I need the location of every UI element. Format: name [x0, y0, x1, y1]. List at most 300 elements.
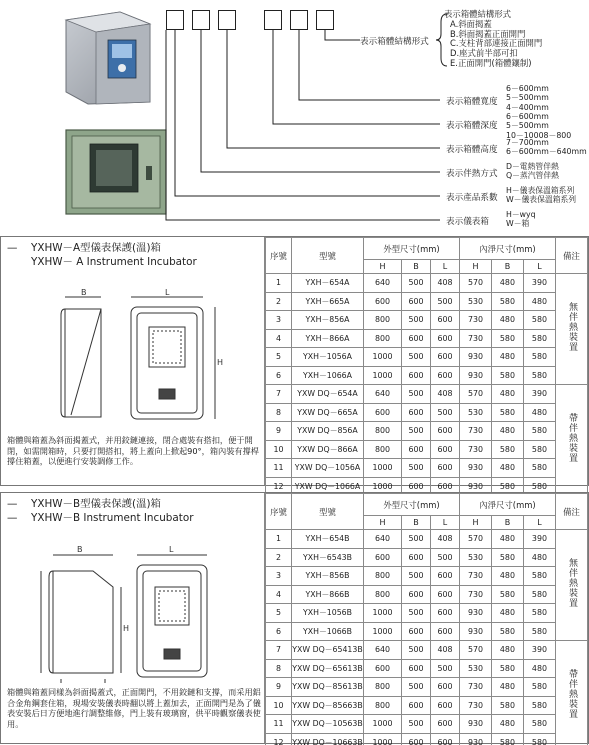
col-inner-b: B: [491, 516, 523, 530]
box-value: H－wyq: [506, 210, 536, 219]
row-dimension: 600: [430, 366, 459, 385]
row-dimension: 640: [364, 385, 402, 404]
col-inner-b: B: [491, 260, 523, 274]
box-label: 表示儀表箱: [446, 217, 489, 227]
section-b-title: — YXHW－B型儀表保護(溫)箱 — YXHW－B Instrument Incubator: [7, 498, 194, 524]
row-dimension: 580: [523, 678, 555, 697]
row-seq: 12: [266, 477, 292, 496]
row-dimension: 580: [491, 548, 523, 567]
table-row: [266, 366, 588, 385]
row-seq: 11: [266, 459, 292, 478]
row-dimension: 580: [523, 733, 555, 745]
row-seq: 12: [266, 733, 292, 745]
col-seq: 序號: [266, 238, 292, 274]
row-dimension: 570: [459, 385, 491, 404]
row-dimension: 580: [491, 292, 523, 311]
table-row: [266, 348, 588, 367]
row-dimension: 600: [430, 329, 459, 348]
row-note: [556, 530, 588, 641]
note-text: 帶伴熱裝置: [567, 669, 577, 719]
row-dimension: 390: [523, 530, 555, 549]
row-dimension: 580: [491, 440, 523, 459]
section-a: [0, 236, 589, 491]
height-value: 7－700mm: [506, 138, 549, 147]
col-inner: 內淨尺寸(mm): [459, 494, 555, 516]
row-model: YXW DQ－1066A: [292, 477, 364, 496]
col-inner-h: H: [459, 260, 491, 274]
row-dimension: 600: [402, 548, 431, 567]
row-dimension: 730: [459, 696, 491, 715]
row-dimension: 1000: [364, 348, 402, 367]
row-dimension: 580: [523, 422, 555, 441]
table-row: [266, 311, 588, 330]
width-values: [506, 84, 549, 112]
row-dimension: 580: [491, 366, 523, 385]
row-dimension: 600: [402, 366, 431, 385]
table-row: [266, 641, 588, 660]
table-row: [266, 585, 588, 604]
row-dimension: 480: [523, 659, 555, 678]
row-dimension: 600: [430, 311, 459, 330]
row-dimension: 730: [459, 311, 491, 330]
col-inner-h: H: [459, 516, 491, 530]
height-label: 表示箱體高度: [446, 145, 498, 155]
row-dimension: 480: [523, 292, 555, 311]
row-seq: 2: [266, 548, 292, 567]
drawing-b-label-l: L: [169, 545, 174, 554]
row-model: YXW DQ－1056A: [292, 459, 364, 478]
row-seq: 5: [266, 604, 292, 623]
row-dimension: 530: [459, 403, 491, 422]
row-dimension: 500: [402, 530, 431, 549]
width-value: 4－400mm: [506, 102, 549, 112]
row-dimension: 500: [402, 567, 431, 586]
col-outer-b: B: [402, 516, 431, 530]
row-dimension: 500: [402, 422, 431, 441]
row-dimension: 1000: [364, 366, 402, 385]
row-dimension: 1000: [364, 459, 402, 478]
row-model: YXH－654B: [292, 530, 364, 549]
row-dimension: 580: [491, 585, 523, 604]
row-dimension: 580: [491, 329, 523, 348]
row-dimension: 930: [459, 733, 491, 745]
row-dimension: 640: [364, 641, 402, 660]
row-model: YXH－866B: [292, 585, 364, 604]
table-row: [266, 548, 588, 567]
row-dimension: 800: [364, 696, 402, 715]
row-note: [556, 641, 588, 745]
row-model: YXW DQ－10563B: [292, 715, 364, 734]
row-model: YXH－1056B: [292, 604, 364, 623]
row-dimension: 500: [430, 292, 459, 311]
width-value: 5－500mm: [506, 93, 549, 103]
row-dimension: 730: [459, 422, 491, 441]
row-dimension: 600: [402, 403, 431, 422]
structure-options: [444, 9, 543, 69]
section-b-description: 箱體與箱蓋同樣為斜面揭蓋式，正面開門，不用鉸鏈和支撐，而采用鋁合金角鋼套住箱，現場安裝儀表時翻以將上蓋加去，正面開門是為了儀表安裝后日方便地進行調整維修，門上裝有玻璃窗，供平時觀察儀表使用。: [7, 687, 261, 729]
row-dimension: 600: [402, 733, 431, 745]
row-dimension: 730: [459, 585, 491, 604]
depth-values: [506, 112, 571, 140]
row-model: YXW DQ－85663B: [292, 696, 364, 715]
series-label: 表示產品系數: [446, 193, 498, 203]
row-seq: 8: [266, 659, 292, 678]
row-dimension: 930: [459, 366, 491, 385]
depth-label: 表示箱體深度: [446, 121, 498, 131]
table-row: [266, 422, 588, 441]
row-dimension: 500: [402, 274, 431, 293]
row-dimension: 530: [459, 659, 491, 678]
row-dimension: 600: [364, 548, 402, 567]
section-b-drawing: [37, 541, 227, 691]
row-model: YXH－6543B: [292, 548, 364, 567]
table-row: [266, 329, 588, 348]
col-seq: 序號: [266, 494, 292, 530]
row-model: YXH－1056A: [292, 348, 364, 367]
width-value: 6－600mm: [506, 84, 549, 93]
row-dimension: 480: [491, 459, 523, 478]
depth-value: 10－10008－800: [506, 130, 572, 140]
row-seq: 6: [266, 366, 292, 385]
drawing-b-label-b: B: [77, 545, 83, 554]
table-row: [266, 440, 588, 459]
row-dimension: 500: [402, 459, 431, 478]
section-a-title-en: YXHW－ A Instrument Incubator: [31, 256, 197, 268]
col-outer: 外型尺寸(mm): [364, 494, 460, 516]
depth-value: 6－600mm: [506, 112, 549, 121]
row-dimension: 580: [523, 585, 555, 604]
heat-value: Q－蒸汽管伴熱: [506, 171, 559, 181]
row-dimension: 480: [491, 715, 523, 734]
row-model: YXW DQ－65413B: [292, 641, 364, 660]
row-seq: 10: [266, 440, 292, 459]
drawing-a-label-b: B: [81, 288, 87, 297]
table-row: [266, 292, 588, 311]
table-row: [266, 567, 588, 586]
row-dimension: 600: [402, 329, 431, 348]
row-dimension: 580: [491, 477, 523, 496]
drawing-b-label-h: H: [123, 624, 130, 633]
row-dimension: 500: [430, 548, 459, 567]
row-dimension: 800: [364, 585, 402, 604]
row-dimension: 730: [459, 678, 491, 697]
row-dimension: 800: [364, 678, 402, 697]
row-model: YXH－856A: [292, 311, 364, 330]
row-seq: 10: [266, 696, 292, 715]
row-dimension: 600: [430, 585, 459, 604]
row-dimension: 580: [491, 622, 523, 641]
row-seq: 9: [266, 678, 292, 697]
section-b-title-en: YXHW－B Instrument Incubator: [31, 512, 194, 524]
row-dimension: 500: [430, 659, 459, 678]
col-outer-h: H: [364, 516, 402, 530]
section-b-table-body: [266, 530, 588, 745]
section-a-table-body: [266, 274, 588, 496]
row-dimension: 1000: [364, 604, 402, 623]
row-dimension: 600: [430, 715, 459, 734]
row-dimension: 570: [459, 530, 491, 549]
row-model: YXW DQ－65613B: [292, 659, 364, 678]
row-dimension: 600: [430, 678, 459, 697]
note-text: 無伴熱裝置: [567, 558, 577, 608]
row-dimension: 500: [402, 604, 431, 623]
box-values: [506, 210, 536, 229]
row-dimension: 408: [430, 385, 459, 404]
row-dimension: 580: [491, 733, 523, 745]
row-dimension: 600: [402, 585, 431, 604]
row-dimension: 1000: [364, 715, 402, 734]
row-seq: 6: [266, 622, 292, 641]
table-row: [266, 715, 588, 734]
box-value: W－箱: [506, 219, 530, 229]
table-row: [266, 622, 588, 641]
row-seq: 4: [266, 585, 292, 604]
row-model: YXH－866A: [292, 329, 364, 348]
row-model: YXH－665A: [292, 292, 364, 311]
row-dimension: 580: [523, 604, 555, 623]
row-dimension: 480: [523, 403, 555, 422]
row-dimension: 500: [402, 385, 431, 404]
row-dimension: 500: [402, 678, 431, 697]
row-dimension: 580: [523, 459, 555, 478]
heat-value: D－電熱管伴熱: [506, 162, 559, 171]
row-dimension: 800: [364, 329, 402, 348]
row-dimension: 600: [430, 733, 459, 745]
row-dimension: 408: [430, 641, 459, 660]
section-b-table: [265, 493, 588, 745]
row-seq: 2: [266, 292, 292, 311]
row-model: YXW DQ－856A: [292, 422, 364, 441]
note-text: 帶伴熱裝置: [567, 413, 577, 463]
row-dimension: 580: [523, 311, 555, 330]
row-model: YXH－856B: [292, 567, 364, 586]
row-dimension: 930: [459, 715, 491, 734]
structure-option: D.座式前半部可扣: [450, 48, 518, 59]
row-dimension: 480: [491, 311, 523, 330]
row-dimension: 640: [364, 530, 402, 549]
row-model: YXW DQ－10663B: [292, 733, 364, 745]
row-dimension: 600: [430, 567, 459, 586]
row-dimension: 390: [523, 641, 555, 660]
row-dimension: 600: [402, 622, 431, 641]
depth-value: 5－500mm: [506, 121, 549, 131]
row-dimension: 600: [402, 292, 431, 311]
row-dimension: 580: [523, 329, 555, 348]
row-dimension: 1000: [364, 477, 402, 496]
row-dimension: 600: [430, 477, 459, 496]
row-dimension: 1000: [364, 733, 402, 745]
row-dimension: 500: [430, 403, 459, 422]
row-dimension: 600: [364, 292, 402, 311]
row-dimension: 580: [523, 622, 555, 641]
section-a-drawing: [37, 285, 227, 435]
row-seq: 1: [266, 274, 292, 293]
row-dimension: 600: [402, 477, 431, 496]
row-model: YXH－654A: [292, 274, 364, 293]
heat-values: [506, 162, 559, 181]
model-code-section: [0, 0, 589, 236]
table-row: [266, 530, 588, 549]
table-row: [266, 659, 588, 678]
row-dimension: 570: [459, 274, 491, 293]
section-b: [0, 492, 589, 744]
row-dimension: 480: [491, 604, 523, 623]
drawing-a-label-h: H: [217, 358, 224, 367]
row-model: YXW DQ－866A: [292, 440, 364, 459]
col-outer-l: L: [430, 516, 459, 530]
row-model: YXW DQ－665A: [292, 403, 364, 422]
row-dimension: 480: [491, 678, 523, 697]
structure-option: C.支柱背部連接正面開門: [450, 38, 543, 49]
row-dimension: 730: [459, 567, 491, 586]
width-label: 表示箱體寬度: [446, 97, 498, 107]
row-dimension: 800: [364, 311, 402, 330]
row-dimension: 600: [430, 440, 459, 459]
col-note: 備注: [556, 238, 588, 274]
row-dimension: 580: [491, 659, 523, 678]
row-note: [556, 385, 588, 496]
col-outer-l: L: [430, 260, 459, 274]
row-model: YXW DQ－85613B: [292, 678, 364, 697]
height-values: [506, 138, 587, 157]
row-dimension: 600: [402, 440, 431, 459]
row-dimension: 600: [364, 403, 402, 422]
row-dimension: 1000: [364, 622, 402, 641]
row-dimension: 500: [402, 715, 431, 734]
row-seq: 3: [266, 311, 292, 330]
row-dimension: 800: [364, 567, 402, 586]
row-seq: 4: [266, 329, 292, 348]
row-dimension: 580: [523, 567, 555, 586]
col-inner-l: L: [523, 516, 555, 530]
row-dimension: 390: [523, 274, 555, 293]
row-dimension: 600: [402, 696, 431, 715]
row-seq: 8: [266, 403, 292, 422]
row-dimension: 500: [402, 641, 431, 660]
row-dimension: 930: [459, 348, 491, 367]
row-dimension: 600: [430, 348, 459, 367]
row-dimension: 500: [402, 348, 431, 367]
section-b-title-cn: YXHW－B型儀表保護(溫)箱: [31, 498, 161, 510]
col-model: 型號: [292, 494, 364, 530]
table-row: [266, 733, 588, 745]
row-dimension: 480: [491, 274, 523, 293]
col-inner-l: L: [523, 260, 555, 274]
row-dimension: 408: [430, 274, 459, 293]
row-seq: 7: [266, 641, 292, 660]
row-dimension: 640: [364, 274, 402, 293]
row-dimension: 580: [491, 403, 523, 422]
row-dimension: 480: [491, 422, 523, 441]
table-row: [266, 274, 588, 293]
structure-option: E.正面開門(箱體鑲制): [450, 57, 532, 68]
row-dimension: 570: [459, 641, 491, 660]
row-dimension: 580: [491, 696, 523, 715]
row-dimension: 730: [459, 329, 491, 348]
table-row: [266, 696, 588, 715]
row-dimension: 800: [364, 440, 402, 459]
row-dimension: 390: [523, 385, 555, 404]
row-seq: 9: [266, 422, 292, 441]
col-outer-b: B: [402, 260, 431, 274]
col-outer-h: H: [364, 260, 402, 274]
structure-title: 表示箱體結構形式: [444, 9, 511, 19]
section-a-left: [1, 237, 265, 485]
table-row: [266, 604, 588, 623]
row-dimension: 580: [523, 366, 555, 385]
drawing-a-label-l: L: [165, 288, 170, 297]
row-dimension: 580: [523, 348, 555, 367]
row-seq: 3: [266, 567, 292, 586]
structure-option: B.斜面揭蓋正面開門: [450, 28, 526, 39]
row-seq: 1: [266, 530, 292, 549]
row-dimension: 600: [430, 696, 459, 715]
col-inner: 內淨尺寸(mm): [459, 238, 555, 260]
note-text: 無伴熱裝置: [567, 302, 577, 352]
row-dimension: 480: [491, 348, 523, 367]
row-model: YXH－1066A: [292, 366, 364, 385]
col-model: 型號: [292, 238, 364, 274]
row-dimension: 600: [430, 459, 459, 478]
row-dimension: 580: [523, 715, 555, 734]
section-a-table: [265, 237, 588, 496]
row-dimension: 480: [491, 530, 523, 549]
structure-option: A.斜面揭蓋: [450, 18, 492, 29]
row-dimension: 530: [459, 292, 491, 311]
row-seq: 11: [266, 715, 292, 734]
row-dimension: 600: [364, 659, 402, 678]
heat-label: 表示伴熱方式: [446, 169, 498, 179]
row-dimension: 730: [459, 440, 491, 459]
row-dimension: 480: [491, 567, 523, 586]
row-dimension: 930: [459, 477, 491, 496]
row-seq: 5: [266, 348, 292, 367]
row-dimension: 600: [430, 604, 459, 623]
row-dimension: 600: [402, 659, 431, 678]
row-dimension: 480: [523, 548, 555, 567]
row-dimension: 480: [491, 385, 523, 404]
row-dimension: 580: [523, 440, 555, 459]
col-outer: 外型尺寸(mm): [364, 238, 460, 260]
row-model: YXW DQ－654A: [292, 385, 364, 404]
series-value: H－儀表保溫箱系列: [506, 186, 575, 195]
row-dimension: 500: [402, 311, 431, 330]
col-note: 備注: [556, 494, 588, 530]
row-dimension: 930: [459, 459, 491, 478]
section-a-title-cn: YXHW－A型儀表保護(溫)箱: [31, 242, 161, 254]
row-dimension: 580: [523, 696, 555, 715]
section-a-title: — YXHW－A型儀表保護(溫)箱 YXHW－ A Instrument Incubator: [7, 242, 197, 268]
row-dimension: 930: [459, 604, 491, 623]
table-row: [266, 459, 588, 478]
row-dimension: 600: [430, 622, 459, 641]
section-a-description: 箱體與箱蓋為斜面揭蓋式，并用鉸鏈連接，閉合處裝有搭扣，便于開閉，如需開箱時，只要打開搭扣，將上蓋向上掀起90°，箱內裝有撐桿撐住箱蓋，以便進行安裝調修工作。: [7, 435, 259, 467]
row-dimension: 600: [430, 422, 459, 441]
row-seq: 7: [266, 385, 292, 404]
table-row: [266, 403, 588, 422]
series-value: W－儀表保溫箱系列: [506, 195, 577, 205]
table-row: [266, 385, 588, 404]
row-dimension: 408: [430, 530, 459, 549]
row-dimension: 800: [364, 422, 402, 441]
row-note: [556, 274, 588, 385]
series-values: [506, 186, 576, 205]
table-row: [266, 678, 588, 697]
row-dimension: 930: [459, 622, 491, 641]
row-model: YXH－1066B: [292, 622, 364, 641]
row-dimension: 580: [523, 477, 555, 496]
section-b-left: [1, 493, 265, 743]
